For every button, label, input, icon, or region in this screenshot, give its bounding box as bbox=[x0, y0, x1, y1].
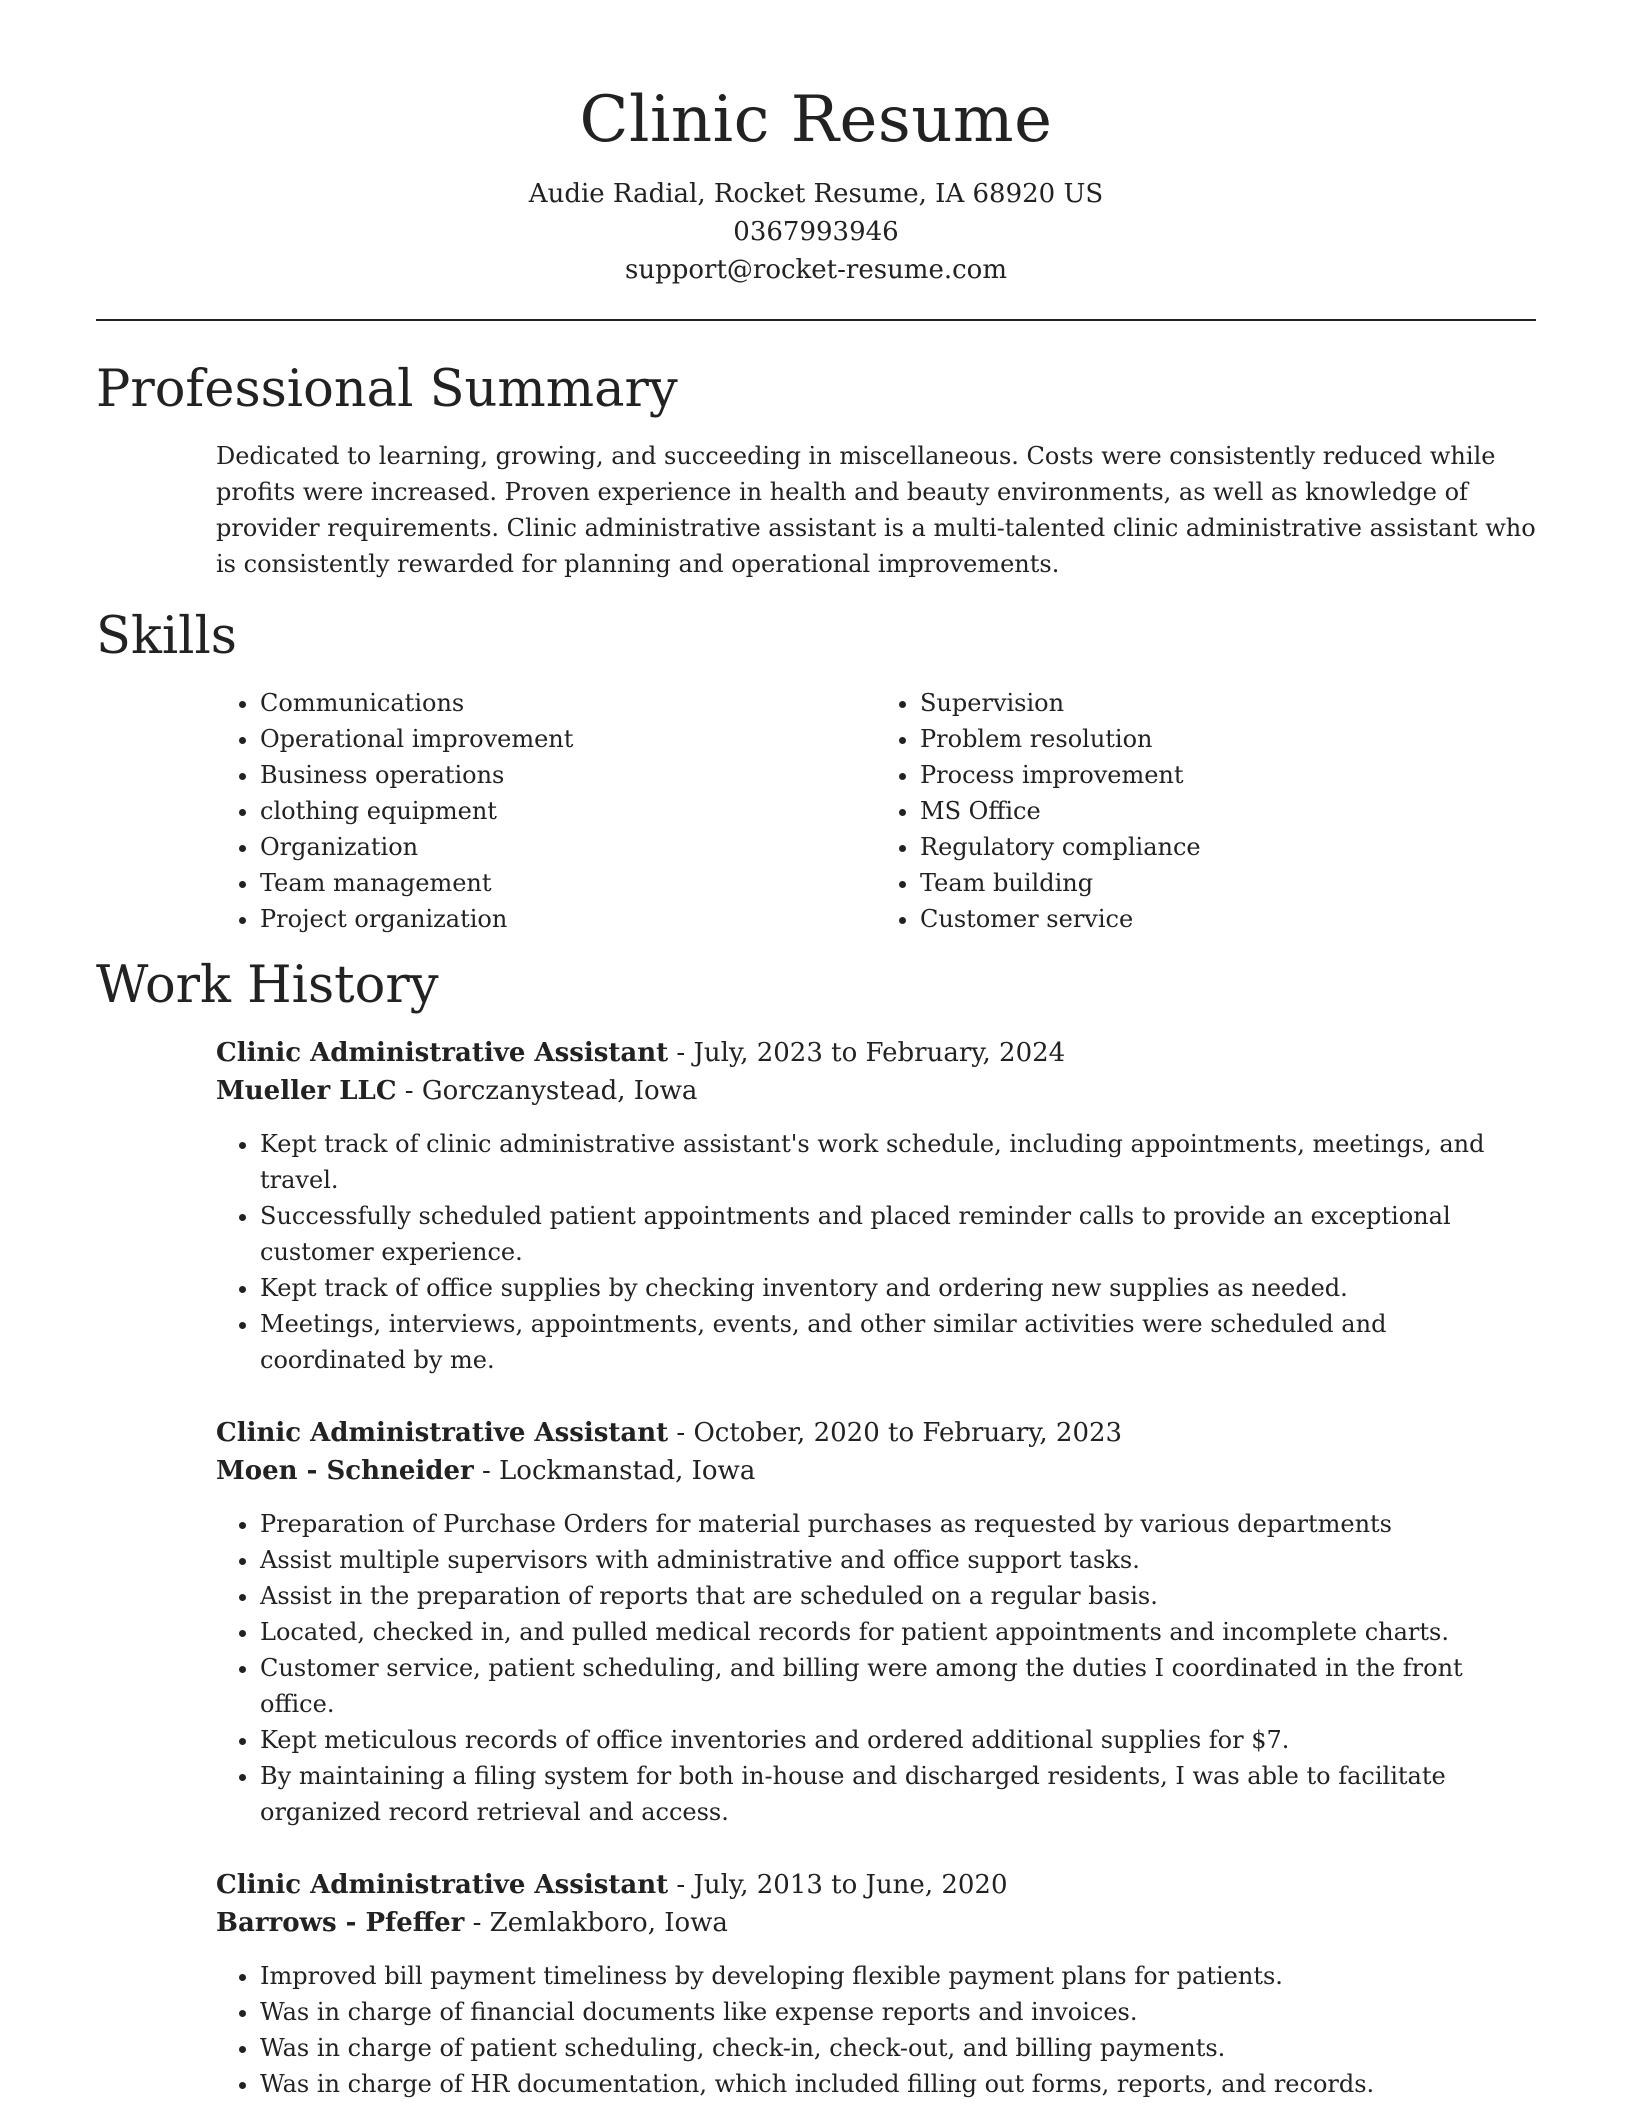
job-bullet: • By maintaining a filing system for both in-house and discharged residents, I was able to facilitate organized record retrieval and access. bbox=[260, 1758, 1536, 1830]
job-bullet: • Was in charge of financial documents like expense reports and invoices. bbox=[260, 1994, 1536, 2030]
job-company-line bbox=[216, 1072, 1536, 1110]
job-dates: - October, 2020 to February, 2023 bbox=[668, 1418, 1123, 1449]
resume-title: Clinic Resume bbox=[579, 83, 1053, 157]
skills-list bbox=[216, 685, 1536, 937]
job-location: - Gorczanystead, Iowa bbox=[396, 1076, 698, 1107]
job-dates: - July, 2013 to June, 2020 bbox=[668, 1870, 1008, 1901]
skill-item: • Communications bbox=[260, 685, 876, 721]
job-bullet: • Kept track of clinic administrative assistant's work schedule, including appointments, meetings, and travel. bbox=[260, 1126, 1536, 1198]
job-dates: - July, 2023 to February, 2024 bbox=[668, 1038, 1066, 1069]
work-history-heading: Work History bbox=[96, 956, 439, 1016]
job-title-line bbox=[216, 1866, 1536, 1904]
skills-column-right bbox=[876, 685, 1536, 937]
job-title-line bbox=[216, 1414, 1536, 1452]
skill-item: • Regulatory compliance bbox=[920, 829, 1536, 865]
job-bullet: • Customer service, patient scheduling, and billing were among the duties I coordinated in the front office. bbox=[260, 1650, 1536, 1722]
skill-item: • Team management bbox=[260, 865, 876, 901]
skill-item: • Problem resolution bbox=[920, 721, 1536, 757]
job-bullet: • Meetings, interviews, appointments, events, and other similar activities were scheduled and coordinated by me. bbox=[260, 1306, 1536, 1378]
contact-block bbox=[96, 175, 1536, 289]
job-bullet: • Was in charge of patient scheduling, check-in, check-out, and billing payments. bbox=[260, 2030, 1536, 2066]
job-company-line bbox=[216, 1452, 1536, 1490]
job-company: Moen - Schneider bbox=[216, 1456, 474, 1487]
job-bullet: • Assist in the preparation of reports that are scheduled on a regular basis. bbox=[260, 1578, 1536, 1614]
job-bullet: • Improved bill payment timeliness by developing flexible payment plans for patients. bbox=[260, 1958, 1536, 1994]
job-location: - Lockmanstad, Iowa bbox=[473, 1456, 756, 1487]
skills-column-left bbox=[216, 685, 876, 937]
skill-item: • clothing equipment bbox=[260, 793, 876, 829]
job-bullets bbox=[216, 1958, 1536, 2102]
job-bullet: • Was in charge of HR documentation, which included filling out forms, reports, and records. bbox=[260, 2066, 1536, 2102]
resume-page bbox=[96, 0, 1536, 2102]
skill-item: • MS Office bbox=[920, 793, 1536, 829]
job-bullet: • Kept meticulous records of office inventories and ordered additional supplies for $7. bbox=[260, 1722, 1536, 1758]
header-divider bbox=[96, 319, 1536, 321]
job-company: Mueller LLC bbox=[216, 1076, 397, 1107]
skill-item: • Process improvement bbox=[920, 757, 1536, 793]
skill-item: • Business operations bbox=[260, 757, 876, 793]
job-bullet: • Kept track of office supplies by checking inventory and ordering new supplies as needed. bbox=[260, 1270, 1536, 1306]
skill-item: • Customer service bbox=[920, 901, 1536, 937]
summary-heading: Professional Summary bbox=[96, 359, 678, 419]
skill-item: • Organization bbox=[260, 829, 876, 865]
job-role: Clinic Administrative Assistant bbox=[216, 1418, 669, 1449]
resume-header bbox=[96, 0, 1536, 289]
job-entry bbox=[216, 1414, 1536, 1830]
job-bullet: • Successfully scheduled patient appointments and placed reminder calls to provide an exceptional customer experience. bbox=[260, 1198, 1536, 1270]
job-location: - Zemlakboro, Iowa bbox=[464, 1908, 728, 1939]
job-role: Clinic Administrative Assistant bbox=[216, 1870, 669, 1901]
job-bullets bbox=[216, 1126, 1536, 1378]
skills-heading: Skills bbox=[96, 606, 237, 666]
skill-item: • Team building bbox=[920, 865, 1536, 901]
job-role: Clinic Administrative Assistant bbox=[216, 1038, 669, 1069]
job-title-line bbox=[216, 1034, 1536, 1072]
job-entry bbox=[216, 1034, 1536, 1378]
job-bullets bbox=[216, 1506, 1536, 1830]
skill-item: • Supervision bbox=[920, 685, 1536, 721]
job-company: Barrows - Pfeffer bbox=[216, 1908, 465, 1939]
contact-email: support@rocket-resume.com bbox=[624, 254, 1007, 285]
contact-address: Audie Radial, Rocket Resume, IA 68920 US bbox=[528, 178, 1104, 209]
skill-item: • Operational improvement bbox=[260, 721, 876, 757]
summary-text: Dedicated to learning, growing, and succeeding in miscellaneous. Costs were consistently reduced while profits were increased. Proven experience in health and beauty environments, as well as knowledge of provider requirements. Clinic administrative assistant is a multi-talented clinic administrative assistant who is consistently rewarded for planning and operational improvements. bbox=[216, 441, 1536, 578]
contact-phone: 0367993946 bbox=[733, 216, 899, 247]
job-bullet: • Preparation of Purchase Orders for material purchases as requested by various departments bbox=[260, 1506, 1536, 1542]
job-bullet: • Assist multiple supervisors with administrative and office support tasks. bbox=[260, 1542, 1536, 1578]
skill-item: • Project organization bbox=[260, 901, 876, 937]
job-entry bbox=[216, 1866, 1536, 2102]
job-bullet: • Located, checked in, and pulled medical records for patient appointments and incomplete charts. bbox=[260, 1614, 1536, 1650]
job-company-line bbox=[216, 1904, 1536, 1942]
